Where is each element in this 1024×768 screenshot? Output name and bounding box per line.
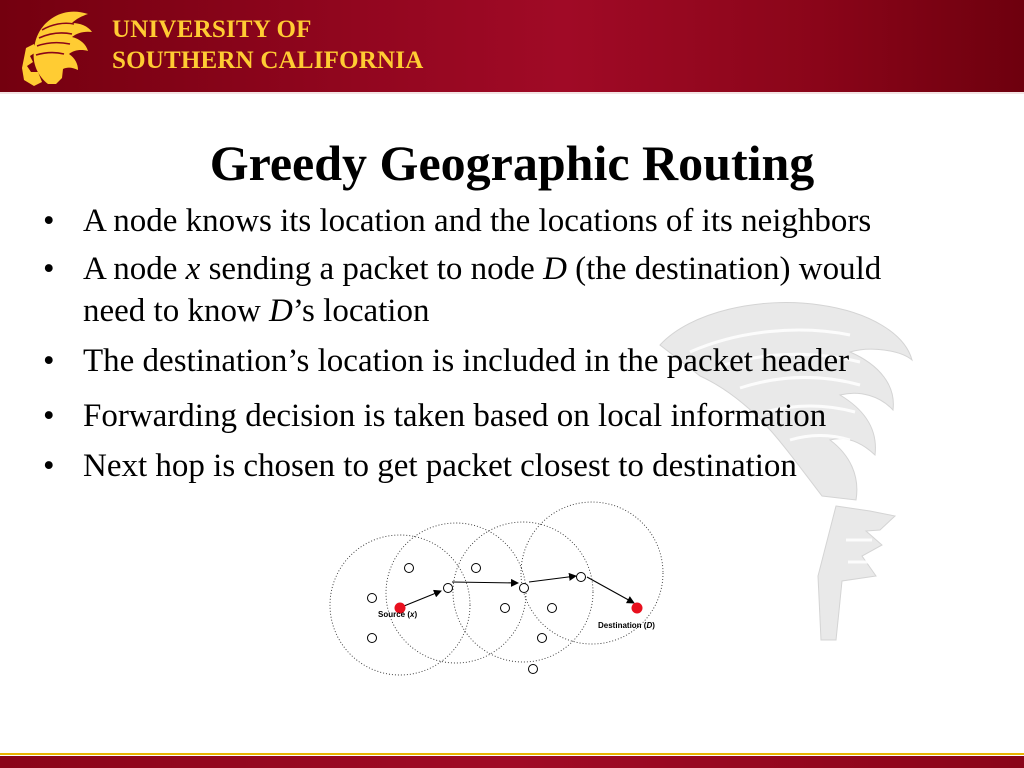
hop-arrow — [452, 582, 518, 583]
bullet-text: The destination’s location is included in the packet header — [83, 343, 850, 379]
bullet-text: Forwarding decision is taken based on local information — [83, 398, 827, 434]
network-node — [472, 564, 481, 573]
bullet-marker: • — [43, 398, 55, 434]
footer-gold-line — [0, 753, 1024, 755]
network-node — [405, 564, 414, 573]
greedy-routing-diagram — [320, 495, 680, 685]
bullet-marker: • — [43, 251, 55, 287]
network-node — [368, 594, 377, 603]
source-label: Source (x) — [378, 610, 418, 619]
bullet-marker: • — [43, 448, 55, 484]
hop-arrow — [404, 591, 441, 606]
network-node — [444, 584, 453, 593]
slide-title: Greedy Geographic Routing — [209, 135, 815, 191]
bullet-text: A node x sending a packet to node D (the destination) would need to know D’s location — [83, 251, 882, 329]
hop-arrow — [587, 577, 634, 603]
bullet-text: A node knows its location and the locations of its neighbors — [83, 203, 872, 239]
bullet-marker: • — [43, 203, 55, 239]
network-node — [501, 604, 510, 613]
header-bar — [0, 0, 1024, 92]
university-name-line-2: SOUTHERN CALIFORNIA — [112, 47, 424, 74]
bullet-marker: • — [43, 343, 55, 379]
network-node — [538, 634, 547, 643]
network-node — [520, 584, 529, 593]
destination-label: Destination (D) — [598, 621, 655, 630]
network-node — [368, 634, 377, 643]
destination-node — [632, 603, 643, 614]
network-node — [577, 573, 586, 582]
network-node — [529, 665, 538, 674]
radio-range-circle — [386, 523, 526, 663]
hop-arrow — [529, 576, 576, 582]
network-node — [548, 604, 557, 613]
university-name-line-1: UNIVERSITY OF — [112, 16, 312, 43]
bullet-text: Next hop is chosen to get packet closest to destination — [83, 448, 797, 484]
footer-band — [0, 756, 1024, 768]
trojan-head-logo-icon — [12, 6, 96, 88]
header-divider — [0, 92, 1024, 94]
